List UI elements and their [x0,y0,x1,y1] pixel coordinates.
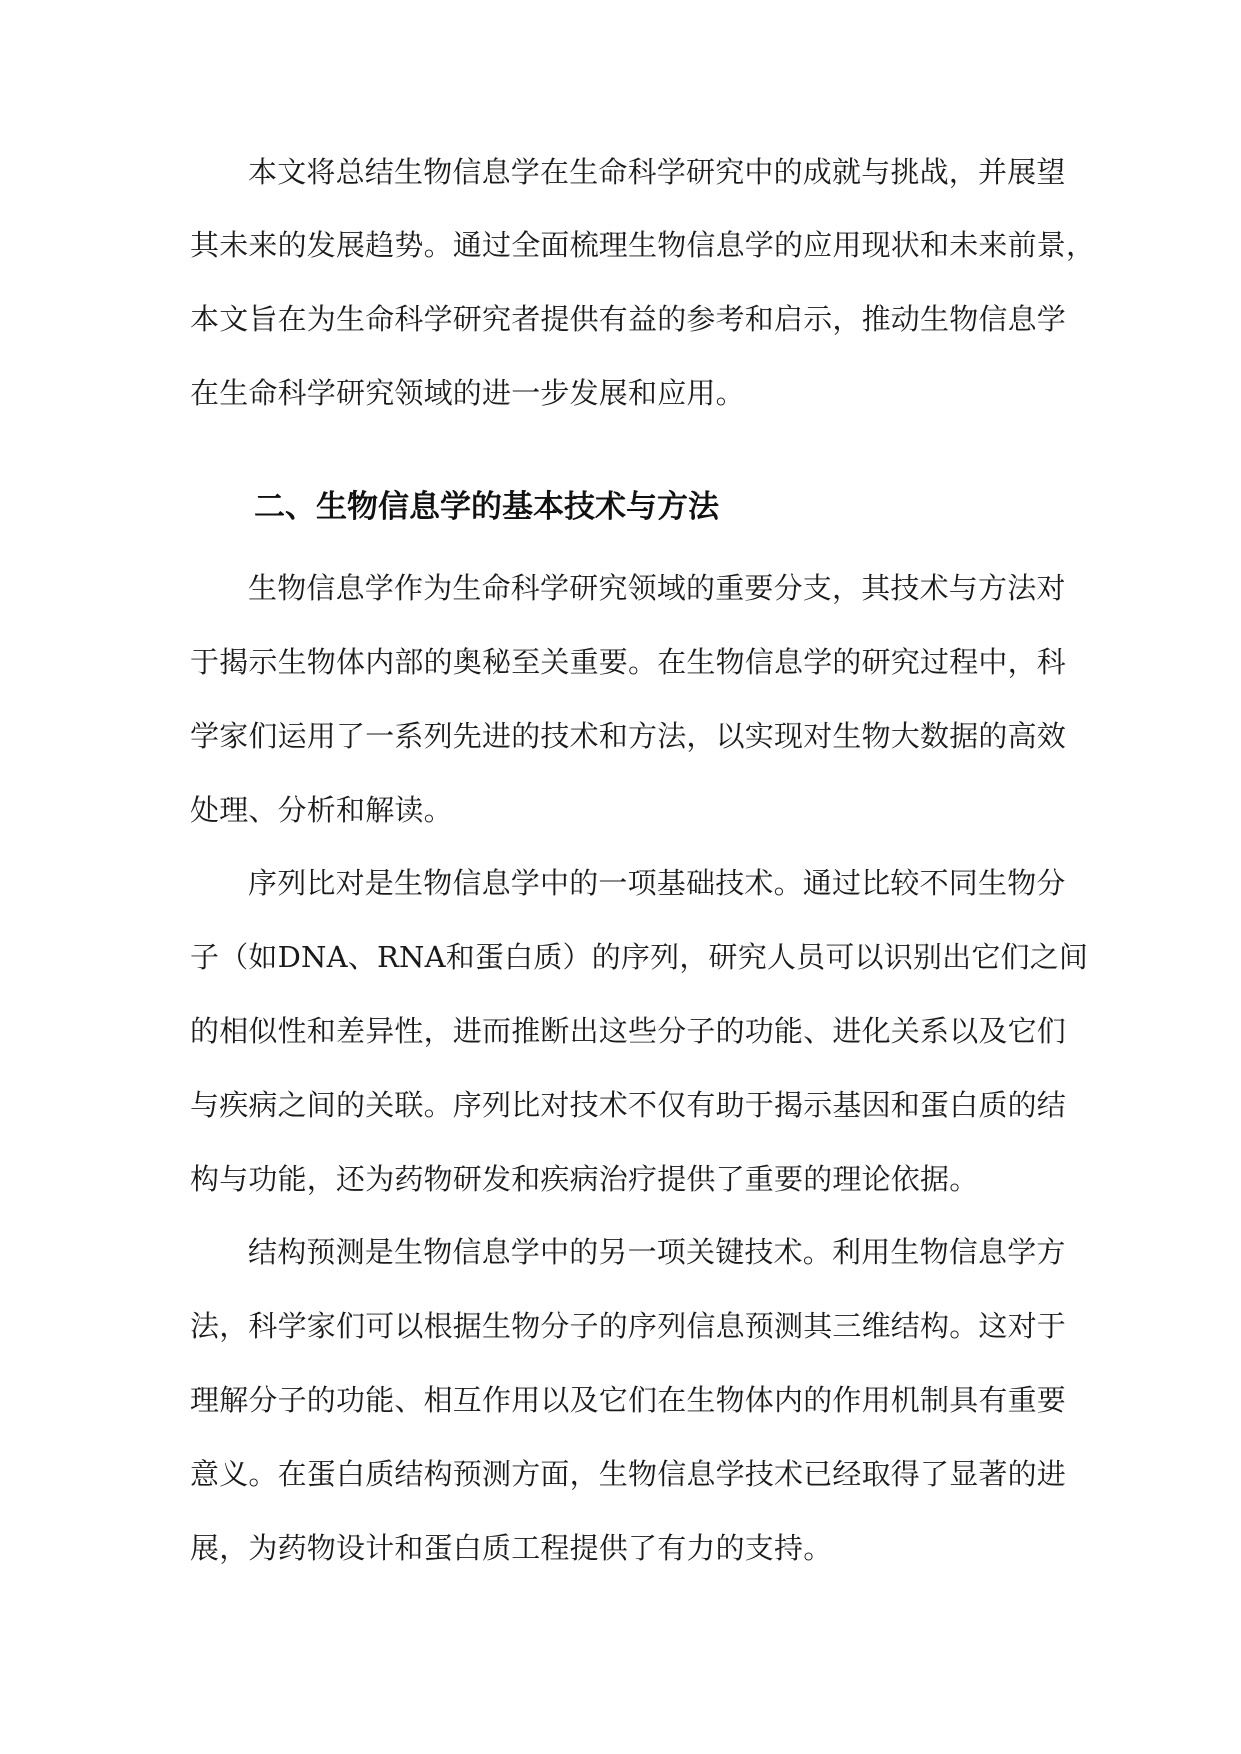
paragraph-4-line-4: 意义。在蛋白质结构预测方面，生物信息学技术已经取得了显著的进 [190,1457,1067,1491]
paragraph-3-line-3: 的相似性和差异性，进而推断出这些分子的功能、进化关系以及它们 [190,1014,1067,1048]
paragraph-1-line-1: 本文将总结生物信息学在生命科学研究中的成就与挑战，并展望 [248,155,1066,189]
paragraph-2-line-4: 处理、分析和解读。 [190,793,453,827]
paragraph-4-line-3: 理解分子的功能、相互作用以及它们在生物体内的作用机制具有重要 [190,1383,1067,1417]
paragraph-3-line-1: 序列比对是生物信息学中的一项基础技术。通过比较不同生物分 [248,866,1066,900]
paragraph-1-line-2: 其未来的发展趋势。通过全面梳理生物信息学的应用现状和未来前景， [190,228,1096,262]
paragraph-1-line-4: 在生命科学研究领域的进一步发展和应用。 [190,376,745,410]
paragraph-3-line-2: 子（如DNA、RNA和蛋白质）的序列，研究人员可以识别出它们之间 [190,940,1089,974]
paragraph-4-line-5: 展，为药物设计和蛋白质工程提供了有力的支持。 [190,1531,833,1565]
paragraph-2-line-3: 学家们运用了一系列先进的技术和方法，以实现对生物大数据的高效 [190,719,1067,753]
paragraph-4-line-1: 结构预测是生物信息学中的另一项关键技术。利用生物信息学方 [248,1235,1066,1269]
paragraph-3-line-5: 构与功能，还为药物研发和疾病治疗提供了重要的理论依据。 [190,1162,979,1196]
paragraph-4-line-2: 法，科学家们可以根据生物分子的序列信息预测其三维结构。这对于 [190,1309,1067,1343]
paragraph-1-line-3: 本文旨在为生命科学研究者提供有益的参考和启示，推动生物信息学 [190,302,1067,336]
paragraph-2-line-2: 于揭示生物体内部的奥秘至关重要。在生物信息学的研究过程中，科 [190,645,1067,679]
section-heading: 二、生物信息学的基本技术与方法 [254,489,719,525]
paragraph-2-line-1: 生物信息学作为生命科学研究领域的重要分支，其技术与方法对 [248,571,1066,605]
paragraph-3-line-4: 与疾病之间的关联。序列比对技术不仅有助于揭示基因和蛋白质的结 [190,1088,1067,1122]
